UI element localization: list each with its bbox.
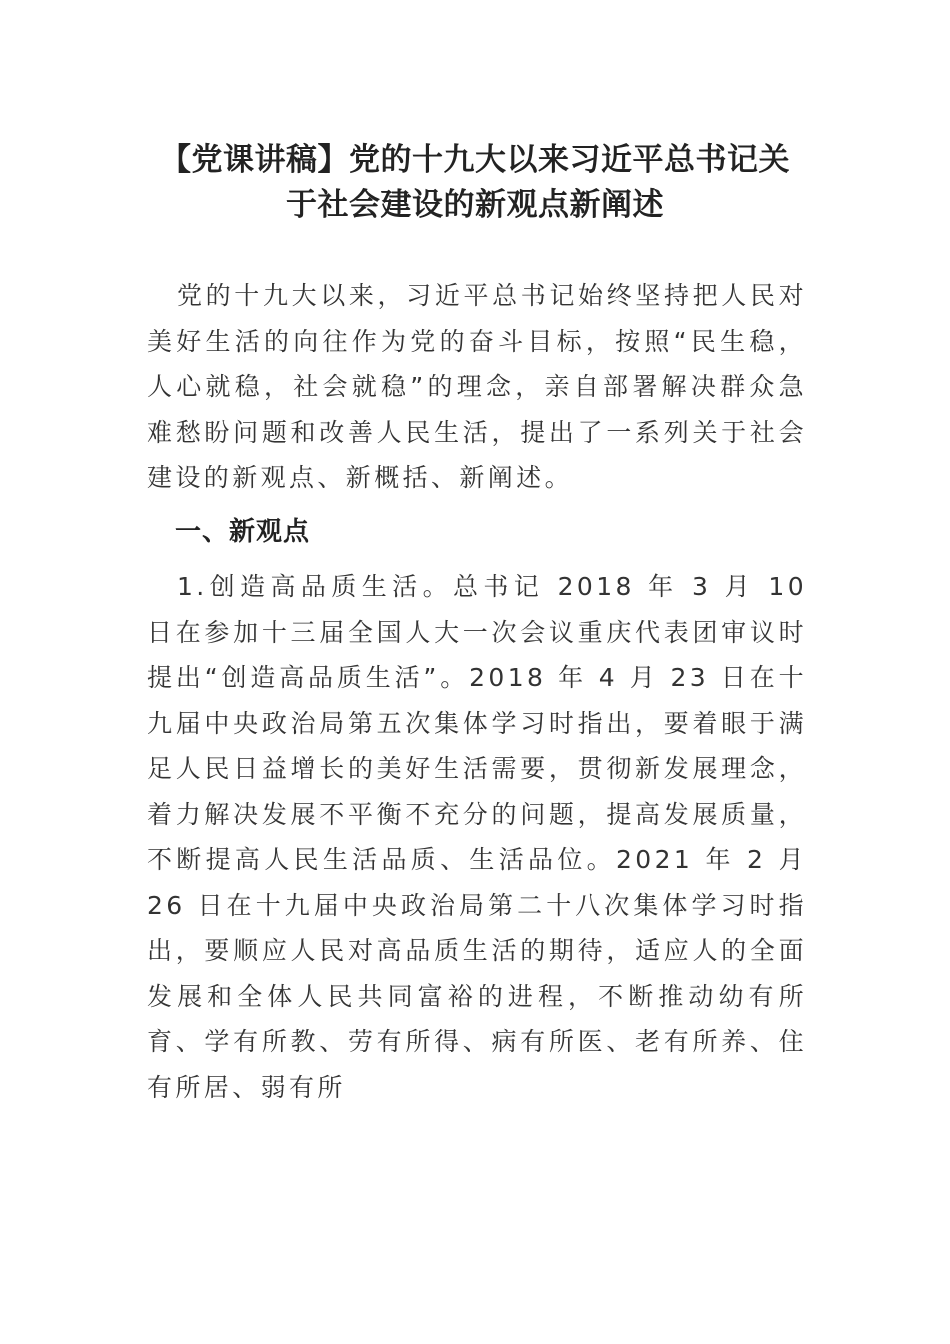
document-title-line-2: 于社会建设的新观点新阐述: [286, 187, 664, 223]
document-title-line-1: 【党课讲稿】党的十九大以来习近平总书记关: [160, 142, 790, 178]
intro-paragraph: 党的十九大以来，习近平总书记始终坚持把人民对美好生活的向往作为党的奋斗目标，按照“民生稳，人心就稳，社会就稳”的理念，亲自部署解决群众急难愁盼问题和改善人民生活，提出了一系列关于社会建设的新观点、新概括、新阐述。: [147, 281, 807, 492]
paragraph-1: 1.创造高品质生活。总书记 2018 年 3 月 10 日在参加十三届全国人大一次会议重庆代表团审议时提出“创造高品质生活”。2018 年 4 月 23 日在十九届中央政治局第五次集体学习时指出，要着眼于满足人民日益增长的美好生活需要，贯彻新发展理念，着力解决发展不平衡不充分的问题，提高发展质量，不断提高人民生活品质、生活品位。2021 年 2 月 26 日在十九届中央政治局第二十八次集体学习时指出，要顺应人民对高品质生活的期待，适应人的全面发展和全体人民共同富裕的进程，不断推动幼有所育、学有所教、劳有所得、病有所医、老有所养、住有所居、弱有所: [147, 572, 807, 1102]
section-heading: 一、新观点: [175, 517, 311, 547]
